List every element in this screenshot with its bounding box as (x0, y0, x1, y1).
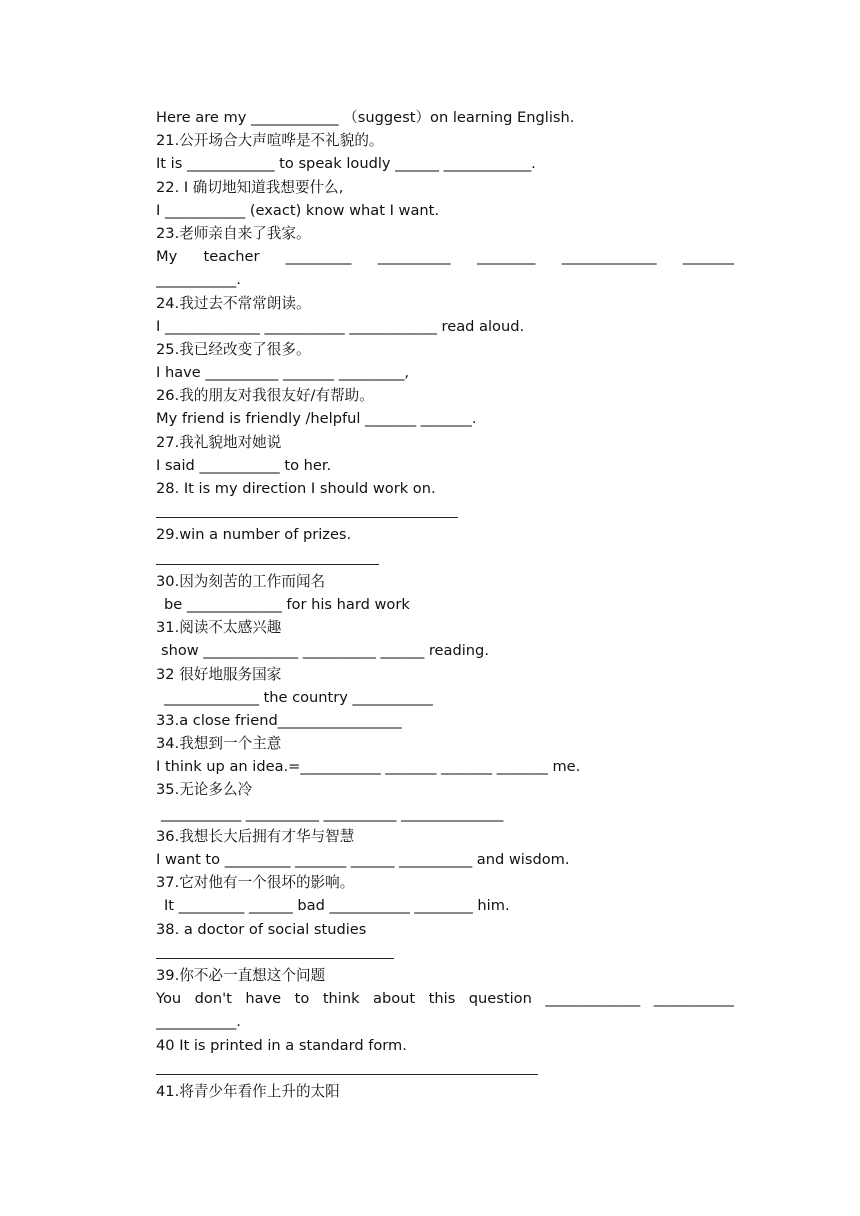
question-heading: 21.公开场合大声喧哗是不礼貌的。 (156, 132, 384, 150)
text-line: It is ____________ to speak loudly ______ ____________. (156, 155, 536, 173)
text-line: be _____________ for his hard work (164, 595, 410, 613)
question-heading: 36.我想长大后拥有才华与智慧 (156, 827, 355, 845)
text-line: I _____________ ___________ ____________ read aloud. (156, 317, 525, 335)
text-line: It _________ ______ bad ___________ ________ him. (164, 897, 510, 915)
text-line: ___________. (156, 271, 241, 289)
text-line: ___________ __________ __________ ______________ (161, 804, 504, 822)
text-line: I have __________ _______ _________, (156, 364, 410, 382)
answer-line (156, 1057, 734, 1080)
text-line: Here are my ____________ （suggest）on learning English. (156, 109, 575, 126)
text-line: You don't have to think about this question _____________ ___________ (156, 990, 734, 1008)
question-heading: 38. a doctor of social studies (156, 920, 367, 938)
question-heading: 39.你不必一直想这个问题 (156, 966, 326, 984)
question-heading: 35.无论多么冷 (156, 781, 253, 799)
text-line: I think up an idea.=___________ _______ _______ _______ me. (156, 758, 581, 776)
text-line: ___________. (156, 1013, 241, 1031)
text-line: _____________ the country ___________ (164, 688, 433, 706)
question-heading: 27.我礼貌地对她说 (156, 433, 282, 451)
question-heading: 41.将青少年看作上升的太阳 (156, 1082, 340, 1100)
question-heading: 37.它对他有一个很坏的影响。 (156, 874, 355, 892)
worksheet (156, 106, 734, 1103)
answer-line (156, 547, 734, 570)
question-heading: 24.我过去不常常朗读。 (156, 294, 311, 312)
question-heading: 31.阅读不太感兴趣 (156, 619, 282, 637)
text-line: My friend is friendly /helpful _______ _______. (156, 410, 477, 428)
text-line: My teacher _________ __________ ________ _____________ _______ (156, 248, 734, 266)
question-heading: 25.我已经改变了很多。 (156, 340, 311, 358)
answer-line (156, 941, 734, 964)
text-line: 33.a close friend_________________ (156, 711, 402, 729)
question-heading: 22. I 确切地知道我想要什么, (156, 178, 344, 196)
answer-line (156, 500, 734, 523)
text-line: I said ___________ to her. (156, 456, 332, 474)
question-heading: 23.老师亲自来了我家。 (156, 224, 311, 242)
question-heading: 26.我的朋友对我很友好/有帮助。 (156, 387, 374, 405)
question-heading: 34.我想到一个主意 (156, 735, 282, 753)
question-heading: 32 很好地服务国家 (156, 665, 282, 683)
question-heading: 28. It is my direction I should work on. (156, 480, 436, 497)
question-heading: 29.win a number of prizes. (156, 526, 352, 544)
text-line: I want to _________ _______ ______ __________ and wisdom. (156, 851, 570, 868)
question-heading: 30.因为刻苦的工作而闻名 (156, 572, 326, 590)
question-heading: 40 It is printed in a standard form. (156, 1036, 407, 1054)
text-line: I ___________ (exact) know what I want. (156, 201, 440, 219)
text-line: show _____________ __________ ______ reading. (161, 642, 489, 660)
